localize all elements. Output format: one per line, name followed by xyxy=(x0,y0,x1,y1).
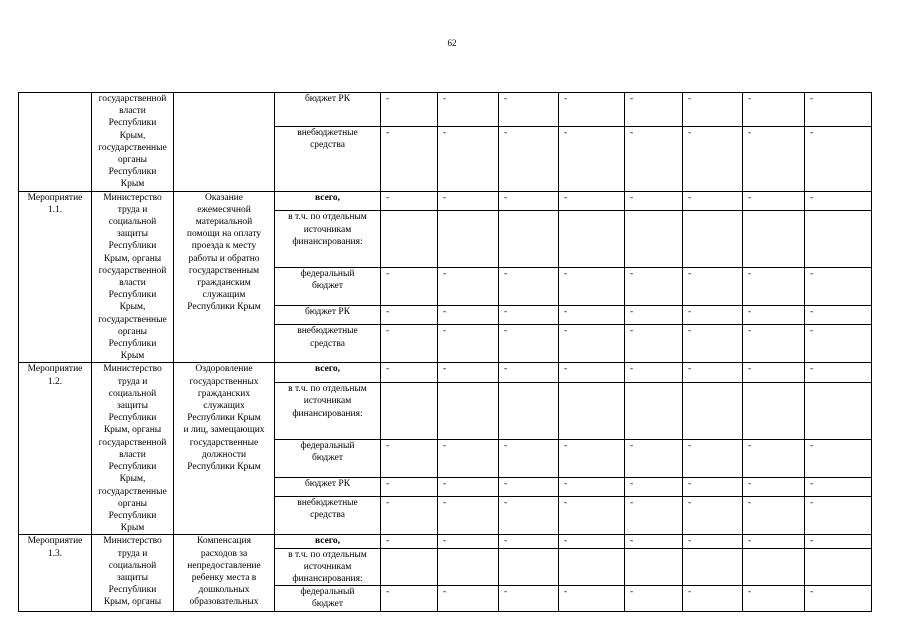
executor-line: Крым, органы xyxy=(103,597,162,608)
funding-source-line: средства xyxy=(310,338,345,349)
value-cell: - xyxy=(625,497,683,535)
executor-cell xyxy=(92,363,174,535)
value-cell: - xyxy=(683,535,743,548)
executor-line: Крым xyxy=(120,179,145,190)
value-cell: - xyxy=(438,535,499,548)
description-line: Республики Крым xyxy=(187,413,261,424)
value-cell: - xyxy=(743,93,805,127)
value-cell: - xyxy=(438,325,499,363)
value-cell: - xyxy=(499,191,559,211)
value-cell: - xyxy=(381,325,438,363)
description-line: государственных xyxy=(189,376,259,387)
executor-line: труда и xyxy=(117,376,148,387)
description-line: непредоставление xyxy=(187,560,261,571)
executor-line: государственной xyxy=(98,437,167,448)
value-cell: - xyxy=(805,305,872,325)
executor-line: Республики xyxy=(108,339,157,350)
executor-line: социальной xyxy=(108,217,157,228)
funding-source-line: бюджет xyxy=(311,452,344,463)
value-cell xyxy=(805,383,872,439)
value-cell xyxy=(438,211,499,267)
value-cell xyxy=(683,211,743,267)
value-cell: - xyxy=(381,586,438,611)
value-cell: - xyxy=(683,325,743,363)
description-cell xyxy=(174,191,275,363)
value-cell: - xyxy=(559,535,625,548)
funding-source-line: внебюджетные xyxy=(297,326,358,337)
value-cell: - xyxy=(381,93,438,127)
value-cell xyxy=(625,383,683,439)
value-cell: - xyxy=(559,305,625,325)
event-label: Мероприятие 1.1. xyxy=(27,192,83,215)
value-cell: - xyxy=(499,325,559,363)
value-cell: - xyxy=(743,497,805,535)
value-cell: - xyxy=(559,477,625,497)
value-cell: - xyxy=(559,439,625,477)
value-cell: - xyxy=(625,439,683,477)
executor-line: Крым, xyxy=(119,474,146,485)
funding-source-line: бюджет xyxy=(311,599,344,610)
executor-line: Республики xyxy=(108,585,157,596)
funding-source-line: федеральный xyxy=(300,268,355,279)
value-cell: - xyxy=(559,497,625,535)
value-cell xyxy=(683,383,743,439)
funding-source-cell xyxy=(275,126,381,191)
funding-source-line: федеральный xyxy=(300,440,355,451)
event-cell xyxy=(19,93,92,192)
value-cell: - xyxy=(743,439,805,477)
executor-line: государственной xyxy=(98,265,167,276)
executor-line: Республики xyxy=(108,413,157,424)
executor-line: защиты xyxy=(117,572,148,583)
executor-line: власти xyxy=(119,278,146,289)
funding-source-line: внебюджетные xyxy=(297,127,358,138)
description-line: Оздоровление xyxy=(195,364,253,375)
value-cell: - xyxy=(625,363,683,383)
executor-line: власти xyxy=(119,106,146,117)
funding-source-cell xyxy=(275,383,381,439)
value-cell: - xyxy=(559,126,625,191)
value-cell: - xyxy=(743,305,805,325)
executor-line: труда и xyxy=(117,548,148,559)
funding-source-line: в т.ч. по отдельным xyxy=(288,549,367,560)
value-cell: - xyxy=(683,267,743,305)
value-cell xyxy=(381,383,438,439)
funding-source-line: средства xyxy=(310,510,345,521)
value-cell: - xyxy=(625,126,683,191)
value-cell: - xyxy=(381,535,438,548)
value-cell: - xyxy=(381,363,438,383)
value-cell: - xyxy=(683,363,743,383)
value-cell: - xyxy=(499,439,559,477)
executor-cell xyxy=(92,191,174,363)
value-cell: - xyxy=(805,191,872,211)
executor-line: защиты xyxy=(117,229,148,240)
value-cell: - xyxy=(625,305,683,325)
value-cell: - xyxy=(683,126,743,191)
value-cell xyxy=(625,548,683,586)
value-cell: - xyxy=(743,477,805,497)
description-line: материальной xyxy=(195,217,253,228)
page-number: 62 xyxy=(447,38,457,48)
executor-line: Республики xyxy=(108,290,157,301)
value-cell: - xyxy=(381,497,438,535)
value-cell: - xyxy=(381,477,438,497)
value-cell xyxy=(743,211,805,267)
value-cell xyxy=(743,383,805,439)
value-cell: - xyxy=(805,535,872,548)
value-cell: - xyxy=(743,363,805,383)
value-cell: - xyxy=(438,477,499,497)
executor-line: защиты xyxy=(117,401,148,412)
funding-source-line: в т.ч. по отдельным xyxy=(288,384,367,395)
value-cell: - xyxy=(805,126,872,191)
value-cell: - xyxy=(683,497,743,535)
value-cell: - xyxy=(683,93,743,127)
funding-source-line: финансирования: xyxy=(292,573,363,584)
description-line: и лиц, замещающих xyxy=(183,425,265,436)
value-cell: - xyxy=(499,535,559,548)
value-cell: - xyxy=(683,305,743,325)
funding-source-cell xyxy=(275,548,381,586)
description-line: работы и обратно xyxy=(188,253,260,264)
funding-source-cell xyxy=(275,535,381,548)
description-line: Компенсация xyxy=(197,536,251,547)
value-cell: - xyxy=(559,191,625,211)
table-row xyxy=(19,535,872,548)
funding-source-cell xyxy=(275,363,381,383)
value-cell: - xyxy=(559,363,625,383)
funding-source-cell xyxy=(275,191,381,211)
description-cell xyxy=(174,93,275,192)
funding-source-cell xyxy=(275,497,381,535)
executor-line: Крым, органы xyxy=(103,425,162,436)
value-cell: - xyxy=(805,497,872,535)
value-cell xyxy=(438,383,499,439)
financing-table xyxy=(18,92,872,612)
value-cell: - xyxy=(559,93,625,127)
value-cell: - xyxy=(683,439,743,477)
executor-line: государственные xyxy=(98,142,167,153)
description-line: гражданских xyxy=(197,388,251,399)
value-cell: - xyxy=(438,191,499,211)
value-cell: - xyxy=(438,363,499,383)
value-cell: - xyxy=(625,586,683,611)
value-cell: - xyxy=(625,267,683,305)
value-cell xyxy=(683,548,743,586)
table-row xyxy=(19,363,872,383)
description-line: ежемесячной xyxy=(197,204,251,215)
value-cell: - xyxy=(805,439,872,477)
description-line: дошкольных xyxy=(198,585,250,596)
funding-source-line: всего, xyxy=(315,536,340,547)
value-cell: - xyxy=(381,126,438,191)
description-line: государственным xyxy=(188,265,260,276)
value-cell xyxy=(499,548,559,586)
value-cell: - xyxy=(683,477,743,497)
value-cell: - xyxy=(625,325,683,363)
description-line: помощи на оплату xyxy=(186,229,262,240)
value-cell: - xyxy=(438,305,499,325)
executor-line: государственные xyxy=(98,486,167,497)
funding-source-line: бюджет РК xyxy=(304,306,351,317)
value-cell: - xyxy=(499,477,559,497)
description-line: государственные xyxy=(189,437,259,448)
value-cell: - xyxy=(625,93,683,127)
value-cell: - xyxy=(743,535,805,548)
value-cell xyxy=(499,211,559,267)
value-cell: - xyxy=(559,267,625,305)
event-label: Мероприятие 1.2. xyxy=(27,364,83,387)
description-line: Оказание xyxy=(205,192,243,203)
value-cell xyxy=(559,211,625,267)
event-cell xyxy=(19,535,92,611)
description-line: расходов за xyxy=(200,548,248,559)
executor-line: государственной xyxy=(98,94,167,104)
executor-line: власти xyxy=(119,449,146,460)
value-cell: - xyxy=(438,93,499,127)
funding-source-cell xyxy=(275,305,381,325)
value-cell xyxy=(438,548,499,586)
executor-line: государственные xyxy=(98,314,167,325)
value-cell xyxy=(381,211,438,267)
value-cell xyxy=(625,211,683,267)
value-cell: - xyxy=(683,191,743,211)
value-cell: - xyxy=(743,267,805,305)
funding-source-cell xyxy=(275,439,381,477)
funding-source-cell xyxy=(275,211,381,267)
executor-line: Крым, xyxy=(119,130,146,141)
value-cell: - xyxy=(805,267,872,305)
executor-line: органы xyxy=(117,155,148,166)
executor-cell xyxy=(92,535,174,611)
funding-source-line: финансирования: xyxy=(292,236,363,247)
value-cell: - xyxy=(499,305,559,325)
executor-line: Республики xyxy=(108,167,157,178)
value-cell xyxy=(499,383,559,439)
table-row xyxy=(19,191,872,211)
description-line: служащим xyxy=(202,290,246,301)
value-cell xyxy=(805,211,872,267)
funding-source-line: федеральный xyxy=(300,587,355,598)
value-cell: - xyxy=(438,586,499,611)
funding-source-line: в т.ч. по отдельным xyxy=(288,212,367,223)
executor-line: Министерство xyxy=(103,536,162,547)
funding-source-line: бюджет РК xyxy=(304,94,351,104)
executor-line: социальной xyxy=(108,388,157,399)
value-cell: - xyxy=(625,477,683,497)
description-line: должности xyxy=(201,449,247,460)
value-cell: - xyxy=(805,363,872,383)
description-line: гражданским xyxy=(197,278,251,289)
executor-line: Крым xyxy=(120,523,145,534)
funding-source-cell xyxy=(275,586,381,611)
value-cell: - xyxy=(559,586,625,611)
executor-line: социальной xyxy=(108,560,157,571)
description-line: проезда к месту xyxy=(191,241,257,252)
funding-source-cell xyxy=(275,477,381,497)
funding-source-line: бюджет xyxy=(311,280,344,291)
event-label: Мероприятие 1.3. xyxy=(27,536,83,559)
executor-line: Республики xyxy=(108,241,157,252)
value-cell xyxy=(559,548,625,586)
event-cell xyxy=(19,363,92,535)
value-cell: - xyxy=(625,191,683,211)
value-cell: - xyxy=(805,93,872,127)
value-cell: - xyxy=(625,535,683,548)
executor-line: Крым, xyxy=(119,302,146,313)
funding-source-cell xyxy=(275,267,381,305)
value-cell: - xyxy=(499,93,559,127)
executor-line: Крым, органы xyxy=(103,253,162,264)
value-cell: - xyxy=(559,325,625,363)
event-cell xyxy=(19,191,92,363)
value-cell: - xyxy=(499,126,559,191)
description-line: Республики Крым xyxy=(187,462,261,473)
executor-line: органы xyxy=(117,498,148,509)
funding-source-line: источникам xyxy=(303,396,352,407)
executor-line: Министерство xyxy=(103,192,162,203)
table-row xyxy=(19,93,872,127)
value-cell: - xyxy=(499,586,559,611)
value-cell: - xyxy=(381,267,438,305)
executor-line: Республики xyxy=(108,510,157,521)
description-line: служащих xyxy=(203,401,245,412)
value-cell: - xyxy=(438,267,499,305)
value-cell: - xyxy=(499,363,559,383)
value-cell: - xyxy=(438,497,499,535)
value-cell: - xyxy=(438,126,499,191)
funding-source-line: всего, xyxy=(315,364,340,375)
executor-line: Республики xyxy=(108,118,157,129)
value-cell xyxy=(805,548,872,586)
value-cell xyxy=(559,383,625,439)
executor-line: Крым xyxy=(120,351,145,362)
executor-line: органы xyxy=(117,326,148,337)
value-cell xyxy=(381,548,438,586)
description-line: образовательных xyxy=(189,597,259,608)
value-cell: - xyxy=(805,325,872,363)
funding-source-line: средства xyxy=(310,139,345,150)
value-cell: - xyxy=(805,586,872,611)
executor-line: Министерство xyxy=(103,364,162,375)
funding-source-line: внебюджетные xyxy=(297,498,358,509)
funding-source-cell xyxy=(275,93,381,127)
value-cell: - xyxy=(805,477,872,497)
value-cell: - xyxy=(381,305,438,325)
funding-source-line: источникам xyxy=(303,224,352,235)
value-cell: - xyxy=(499,267,559,305)
value-cell: - xyxy=(743,325,805,363)
value-cell: - xyxy=(381,191,438,211)
value-cell: - xyxy=(743,586,805,611)
value-cell: - xyxy=(683,586,743,611)
description-cell xyxy=(174,363,275,535)
funding-source-line: всего, xyxy=(315,192,340,203)
value-cell: - xyxy=(438,439,499,477)
funding-source-line: бюджет РК xyxy=(304,478,351,489)
executor-cell xyxy=(92,93,174,192)
executor-line: труда и xyxy=(117,204,148,215)
value-cell: - xyxy=(743,191,805,211)
executor-line: Республики xyxy=(108,462,157,473)
value-cell xyxy=(743,548,805,586)
funding-source-line: финансирования: xyxy=(292,408,363,419)
funding-source-cell xyxy=(275,325,381,363)
description-line: Республики Крым xyxy=(187,302,261,313)
funding-source-line: источникам xyxy=(303,561,352,572)
value-cell: - xyxy=(499,497,559,535)
value-cell: - xyxy=(743,126,805,191)
description-line: ребенку места в xyxy=(191,572,257,583)
description-cell xyxy=(174,535,275,611)
value-cell: - xyxy=(381,439,438,477)
